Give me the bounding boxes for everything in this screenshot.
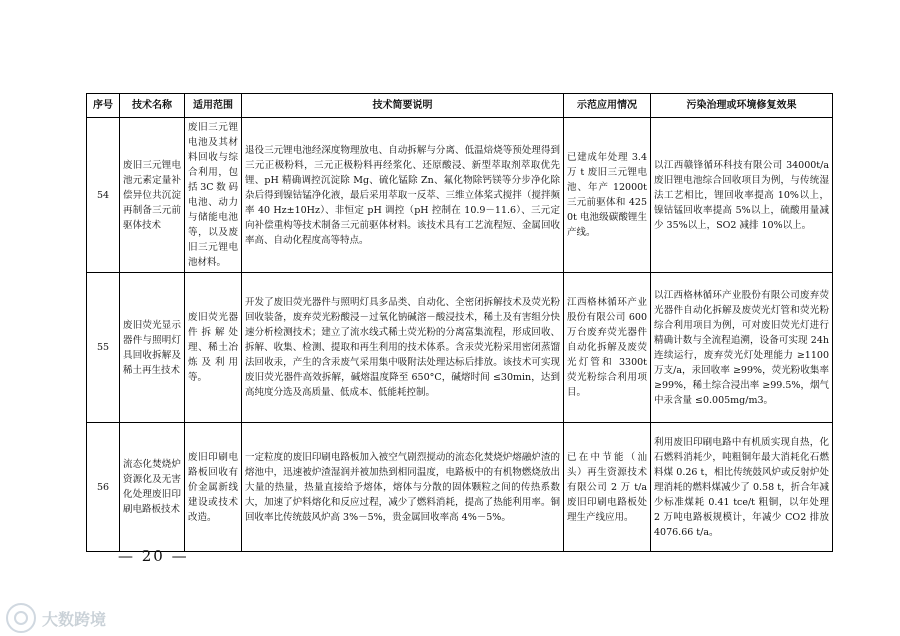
description-cell: 一定粒度的废旧印刷电路板加入被空气剧烈搅动的流态化焚烧炉熔融炉渣的熔池中，迅速被炉渣湿润并被加热到相同温度，电路板中的有机物燃烧放出大量的热量，热量直接给予熔体，熔体与分散的固体颗粒之间的传热系数大，加速了炉料熔化和反应过程，减少了燃料消耗，提高了热能利用率。铜回收率比传统鼓风炉高 3%－5%，贵金属回收率高 4%－5%。 [242,423,564,552]
effect-cell: 以江西赣锋循环科技有限公司 34000t/a 废旧锂电池综合回收项目为例，与传统湿法工艺相比，锂回收率提高 10%以上，镍钴锰回收率提高 5%以上，硫酸用量减少 35%以上，SO2 减排 10%以上。 [651,118,833,273]
technology-table [86,93,833,552]
table-row [87,273,833,423]
header-tech-name: 技术名称 [120,94,185,118]
scope-cell: 废旧印刷电路板回收有价金属新线建设或技术改造。 [185,423,242,552]
tech-name-cell: 废旧三元锂电池元素定量补偿异位共沉淀再制备三元前驱体技术 [120,118,185,273]
watermark-logo-icon [6,603,36,633]
row-number: 56 [87,423,120,552]
demo-cell: 已建成年处理 3.4 万 t 废旧三元锂电池、年产 12000t 三元前驱体和 4250t 电池级碳酸锂生产线。 [564,118,651,273]
effect-cell: 以江西格林循环产业股份有限公司废弃荧光器件自动化拆解及废荧光灯管和荧光粉综合利用项目为例，可对废旧荧光灯进行精确计数与全流程追溯，设备可实现 24h 连续运行，废弃荧光灯处理能力 ≥1100 万支/a，汞回收率 ≥99%，荧光粉收集率 ≥99%，稀土综合浸出率 ≥99.5%，烟气中汞含量 ≤0.005mg/m3。 [651,273,833,423]
watermark [6,603,106,633]
row-number: 55 [87,273,120,423]
table-row [87,423,833,552]
header-demo: 示范应用情况 [564,94,651,118]
description-cell: 退役三元锂电池经深度物理放电、自动拆解与分离、低温焙烧等预处理得到三元正极粉料，三元正极粉料再经浆化、还原酸浸、新型萃取剂萃取优先锂、pH 精确调控沉淀除 Mg、硫化锰除 Zn、氟化物除钙镁等分步净化除杂后得到镍钴锰净化液，最后采用萃取一反萃、三维立体桨式搅拌（搅拌频率 40 Hz±10Hz）、非恒定 pH 调控（pH 控制在 10.9－11.6）、三元定向补偿重构等技术制备三元前驱体材料。该技术具有工艺流程短、金属回收率高、自动化程度高等特点。 [242,118,564,273]
row-number: 54 [87,118,120,273]
table-row [87,118,833,273]
scope-cell: 废旧荧光器件拆解处理、稀土冶炼及利用等。 [185,273,242,423]
header-number: 序号 [87,94,120,118]
description-cell: 开发了废旧荧光器件与照明灯具多品类、自动化、全密闭拆解技术及荧光粉回收装备，废弃荧光粉酸浸－过氧化钠碱溶－酸浸技术，稀土及有害组分快速分析检测技术；建立了流水线式稀土荧光粉的分离富集流程，形成回收、拆解、收集、检测、提取和再生利用的技术体系。含汞荧光粉采用密闭蒸馏法回收汞，产生的含汞废气采用集中吸附法处理达标后排放。该技术可实现废旧荧光器件高效拆解，碱熔温度降至 650°C，碱熔时间 ≤30min，达到高纯度分选及高质量、低成本、低能耗控制。 [242,273,564,423]
tech-name-cell: 流态化焚烧炉资源化及无害化处理废旧印刷电路板技术 [120,423,185,552]
page-number: — 20 — [118,547,189,565]
header-effect: 污染治理或环境修复效果 [651,94,833,118]
effect-cell: 利用废旧印刷电路中有机质实现自热，化石燃料消耗少，吨粗铜年最大消耗化石燃料煤 0.26 t，相比传统鼓风炉或反射炉处理消耗的燃料煤减少了 0.58 t，折合年减少标准煤耗 0.41 tce/t 粗铜，以年处理 2 万吨电路板规模计，年减少 CO2 排放 4076.66 t/a。 [651,423,833,552]
demo-cell: 已在中节能（汕头）再生资源技术有限公司 2 万 t/a 废旧印刷电路板处理生产线应用。 [564,423,651,552]
tech-name-cell: 废旧荧光显示器件与照明灯具回收拆解及稀土再生技术 [120,273,185,423]
header-description: 技术简要说明 [242,94,564,118]
demo-cell: 江西格林循环产业股份有限公司 600 万台废弃荧光器件自动化拆解及废荧光灯管和 3300t 荧光粉综合利用项目。 [564,273,651,423]
watermark-text: 大数跨境 [42,609,107,629]
scope-cell: 废旧三元锂电池及其材料回收与综合利用，包括3C数码电池、动力与储能电池等，以及废旧三元锂电池材料。 [185,118,242,273]
table-header-row [87,94,833,118]
header-scope: 适用范围 [185,94,242,118]
